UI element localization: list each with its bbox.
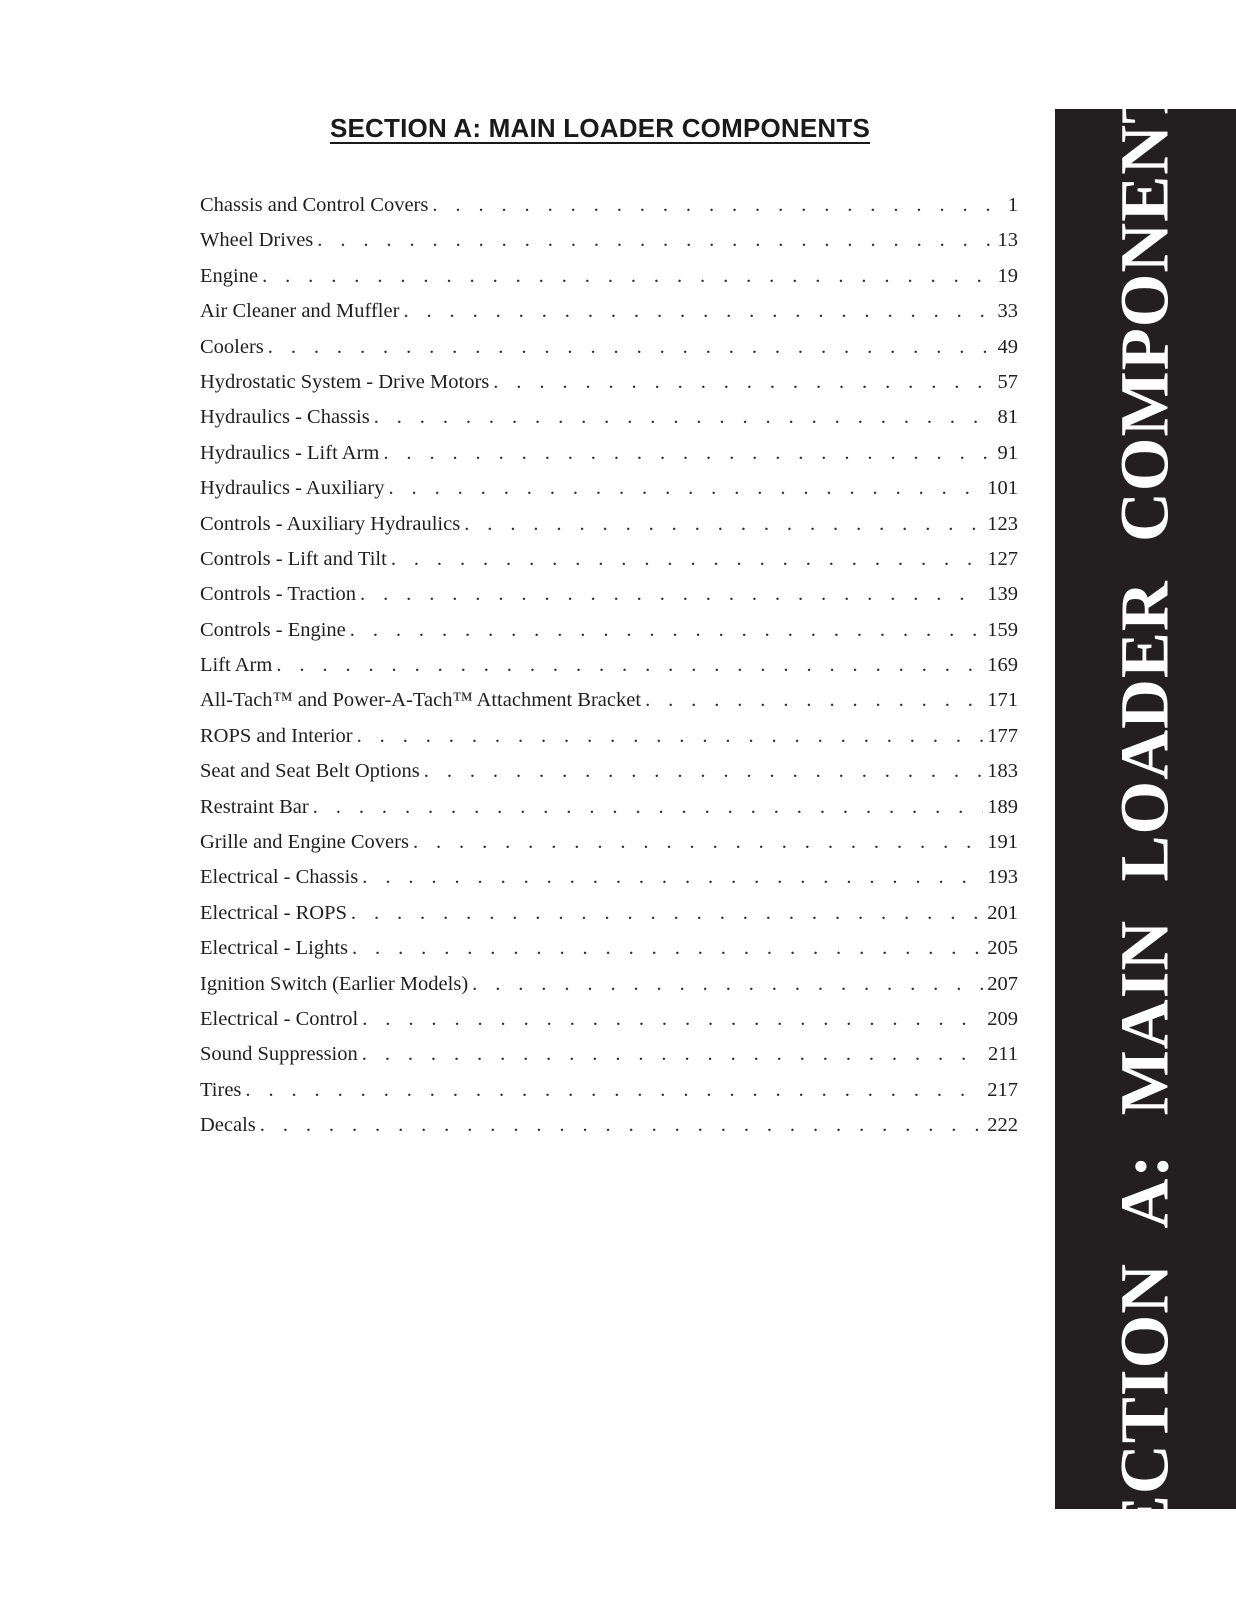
toc-dot-leader — [268, 330, 994, 365]
toc-entry-title: Restraint Bar — [200, 795, 309, 818]
toc-entry[interactable] — [200, 294, 1018, 329]
toc-dot-leader — [350, 613, 983, 648]
toc-entry-page-number: 19 — [997, 264, 1018, 287]
toc-dot-leader — [472, 967, 983, 1002]
toc-entry-page-number: 177 — [987, 724, 1018, 747]
toc-entry[interactable] — [200, 577, 1018, 612]
toc-entry[interactable] — [200, 896, 1018, 931]
toc-dot-leader — [262, 259, 993, 294]
toc-entry[interactable] — [200, 188, 1018, 223]
toc-dot-leader — [413, 825, 983, 860]
toc-entry-title: Decals — [200, 1114, 256, 1137]
toc-entry-title: Controls - Lift and Tilt — [200, 547, 387, 570]
toc-entry-title: Controls - Auxiliary Hydraulics — [200, 512, 461, 535]
toc-entry-page-number: 101 — [987, 477, 1018, 500]
toc-entry-page-number: 123 — [987, 512, 1018, 535]
toc-entry-title: Electrical - ROPS — [200, 901, 347, 924]
toc-entry-title: Controls - Engine — [200, 618, 346, 641]
toc-dot-leader — [403, 294, 993, 329]
toc-entry-title: Electrical - Control — [200, 1007, 359, 1030]
toc-entry-title: Tires — [200, 1078, 242, 1101]
toc-dot-leader — [276, 648, 983, 683]
toc-entry-page-number: 207 — [987, 972, 1018, 995]
toc-dot-leader — [432, 188, 994, 223]
toc-entry-page-number: 169 — [987, 654, 1018, 677]
toc-entry-title: Coolers — [200, 335, 264, 358]
toc-dot-leader — [645, 683, 983, 718]
toc-dot-leader — [357, 719, 984, 754]
toc-entry-title: Electrical - Lights — [200, 937, 348, 960]
toc-entry-page-number: 57 — [997, 370, 1018, 393]
toc-entry[interactable] — [200, 967, 1018, 1002]
toc-entry-page-number: 193 — [987, 866, 1018, 889]
toc-entry-title: Sound Suppression — [200, 1043, 358, 1066]
toc-entry-page-number: 205 — [987, 937, 1018, 960]
toc-entry-title: All-Tach™ and Power-A-Tach™ Attachment Bracket — [200, 689, 642, 712]
toc-entry[interactable] — [200, 1037, 1018, 1072]
toc-dot-leader — [391, 542, 983, 577]
toc-entry-page-number: 191 — [987, 831, 1018, 854]
toc-entry-title: Seat and Seat Belt Options — [200, 760, 420, 783]
toc-entry-page-number: 222 — [987, 1114, 1018, 1137]
toc-entry-title: ROPS and Interior — [200, 724, 353, 747]
toc-dot-leader — [424, 754, 983, 789]
toc-entry-page-number: 1 — [1007, 194, 1018, 216]
toc-dot-leader — [362, 860, 983, 895]
toc-dot-leader — [260, 1108, 983, 1143]
toc-entry-title: Hydrostatic System - Drive Motors — [200, 370, 490, 393]
toc-entry-title: Ignition Switch (Earlier Models) — [200, 972, 469, 995]
toc-entry[interactable] — [200, 825, 1018, 860]
toc-entry[interactable] — [200, 471, 1018, 506]
toc-entry-page-number: 33 — [997, 300, 1018, 323]
toc-entry-page-number: 127 — [987, 547, 1018, 570]
toc-dot-leader — [383, 436, 993, 471]
toc-entry-page-number: 159 — [987, 618, 1018, 641]
toc-entry[interactable] — [200, 719, 1018, 754]
toc-entry[interactable] — [200, 330, 1018, 365]
toc-entry[interactable] — [200, 507, 1018, 542]
toc-entry[interactable] — [200, 860, 1018, 895]
toc-dot-leader — [360, 577, 983, 612]
toc-entry-title: Engine — [200, 264, 259, 287]
toc-entry-title: Wheel Drives — [200, 229, 314, 252]
table-of-contents — [200, 188, 1018, 1144]
toc-entry-page-number: 211 — [988, 1043, 1018, 1066]
toc-dot-leader — [245, 1073, 983, 1108]
toc-entry[interactable] — [200, 648, 1018, 683]
toc-entry[interactable] — [200, 1108, 1018, 1143]
toc-entry-page-number: 171 — [987, 689, 1018, 712]
page-heading — [200, 108, 1000, 145]
section-side-tab — [1055, 37, 1236, 1581]
toc-dot-leader — [351, 896, 983, 931]
toc-entry-title: Grille and Engine Covers — [200, 831, 409, 854]
toc-entry[interactable] — [200, 1073, 1018, 1108]
toc-dot-leader — [374, 400, 994, 435]
toc-entry-title: Lift Arm — [200, 654, 273, 677]
toc-entry-page-number: 217 — [987, 1078, 1018, 1101]
toc-entry[interactable] — [200, 542, 1018, 577]
toc-entry-title: Hydraulics - Auxiliary — [200, 477, 385, 500]
toc-entry[interactable] — [200, 790, 1018, 825]
toc-entry-title: Chassis and Control Covers — [200, 194, 429, 216]
toc-entry[interactable] — [200, 1002, 1018, 1037]
toc-entry-title: Air Cleaner and Muffler — [200, 300, 400, 323]
toc-entry-title: Controls - Traction — [200, 583, 357, 606]
page-heading-text: SECTION A: MAIN LOADER COMPONENTS — [329, 113, 871, 143]
toc-entry[interactable] — [200, 223, 1018, 258]
toc-entry[interactable] — [200, 365, 1018, 400]
toc-entry-page-number: 209 — [987, 1007, 1018, 1030]
toc-dot-leader — [362, 1037, 984, 1072]
toc-entry-page-number: 91 — [997, 441, 1018, 464]
toc-dot-leader — [352, 931, 983, 966]
toc-entry[interactable] — [200, 613, 1018, 648]
toc-entry-page-number: 81 — [997, 406, 1018, 429]
toc-dot-leader — [464, 507, 983, 542]
toc-dot-leader — [313, 790, 984, 825]
toc-dot-leader — [493, 365, 993, 400]
toc-entry[interactable] — [200, 931, 1018, 966]
toc-entry[interactable] — [200, 436, 1018, 471]
toc-entry[interactable] — [200, 683, 1018, 718]
toc-entry[interactable] — [200, 259, 1018, 294]
toc-entry-page-number: 139 — [987, 583, 1018, 606]
toc-entry[interactable] — [200, 754, 1018, 789]
toc-entry-page-number: 49 — [997, 335, 1018, 358]
toc-entry-title: Electrical - Chassis — [200, 866, 359, 889]
toc-entry-title: Hydraulics - Chassis — [200, 406, 370, 429]
toc-entry[interactable] — [200, 400, 1018, 435]
toc-dot-leader — [388, 471, 983, 506]
toc-entry-page-number: 183 — [987, 760, 1018, 783]
toc-entry-title: Hydraulics - Lift Arm — [200, 441, 380, 464]
toc-entry-page-number: 13 — [997, 229, 1018, 252]
toc-entry-page-number: 189 — [987, 795, 1018, 818]
toc-dot-leader — [362, 1002, 983, 1037]
side-tab-label: SECTION A: MAIN LOADER COMPONENTS — [1106, 37, 1183, 1581]
toc-entry-page-number: 201 — [987, 901, 1018, 924]
toc-dot-leader — [317, 223, 993, 258]
